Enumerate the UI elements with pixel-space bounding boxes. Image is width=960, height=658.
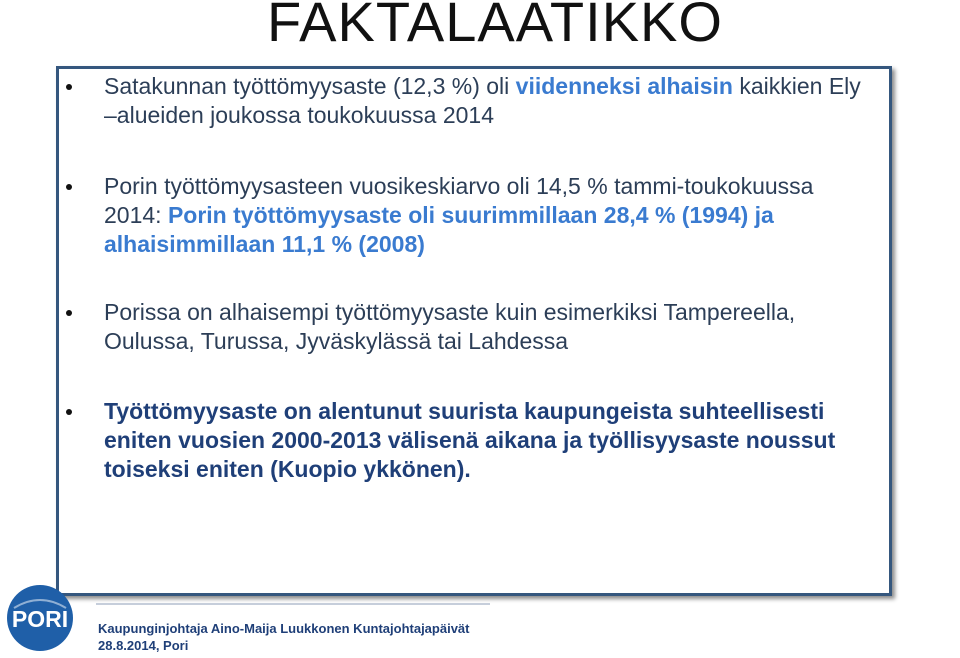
fact-text-1-a: Satakunnan työttömyysaste (12,3 %) oli bbox=[104, 73, 516, 99]
pori-logo bbox=[0, 578, 86, 653]
pori-logo-icon bbox=[0, 578, 86, 653]
bullet-dot-icon bbox=[66, 184, 72, 190]
fact-text-2-a: Porin työttömyysasteen vuosikeskiarvo oli 14,5 % tammi-toukokuussa 2014: bbox=[104, 173, 814, 228]
fact-text-1-c: kaikkien Ely –alueiden joukossa toukokuussa 2014 bbox=[104, 73, 861, 128]
fact-bullet-1 bbox=[104, 72, 864, 130]
fact-bullet-3 bbox=[104, 298, 864, 356]
fact-text-2-b: Porin työttömyysaste oli suurimmillaan 28,4 % (1994) ja alhaisimmillaan 11,1 % (2008) bbox=[104, 202, 774, 257]
footer bbox=[98, 620, 469, 654]
footer-divider bbox=[96, 603, 490, 605]
footer-line-1: Kaupunginjohtaja Aino-Maija Luukkonen Kuntajohtajapäivät bbox=[98, 621, 470, 636]
bullet-dot-icon bbox=[66, 84, 72, 90]
fact-bullet-2 bbox=[104, 172, 864, 259]
fact-text-4-a: Työttömyysaste on alentunut suurista kaupungeista suhteellisesti eniten vuosien 2000-2013 välisenä aikana ja työllisyysaste noussut toiseksi eniten (Kuopio ykkönen). bbox=[104, 398, 836, 482]
footer-line-2: 28.8.2014, Pori bbox=[98, 638, 189, 653]
bullet-dot-icon bbox=[66, 310, 72, 316]
page-title: FAKTALAATIKKO bbox=[267, 0, 723, 53]
logo-text: PORI bbox=[11, 606, 69, 632]
fact-text-1-b: viidenneksi alhaisin bbox=[515, 73, 733, 99]
bullet-dot-icon bbox=[66, 409, 72, 415]
fact-text-3-a: Porissa on alhaisempi työttömyysaste kuin esimerkiksi Tampereella, Oulussa, Turussa, Jyväskylässä tai Lahdessa bbox=[104, 299, 796, 354]
fact-bullet-4 bbox=[104, 397, 864, 484]
